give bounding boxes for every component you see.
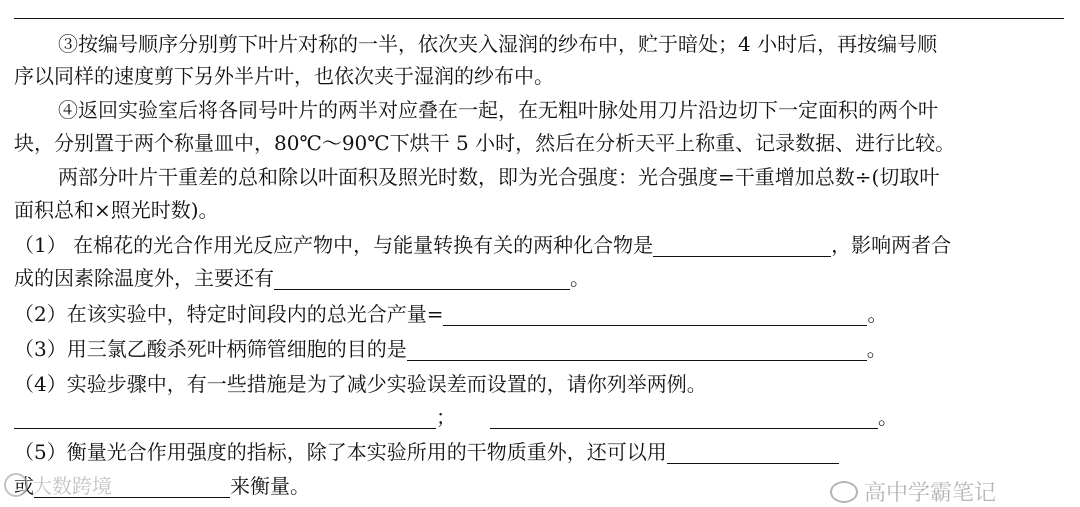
question-3-text: （3）用三氯乙酸杀死叶柄筛管细胞的目的是 — [14, 337, 407, 361]
watermark-left — [4, 470, 112, 499]
question-5-end: 来衡量。 — [230, 474, 310, 498]
question-4-end: 。 — [878, 405, 898, 429]
answer-blank-3[interactable] — [407, 338, 867, 361]
question-2 — [14, 302, 887, 326]
question-1-text-2: 成的因素除温度外，主要还有 — [14, 266, 274, 290]
watermark-left-text: 大数跨境 — [32, 474, 112, 498]
watermark-right-text: 高中学霸笔记 — [864, 481, 997, 506]
answer-blank-1b[interactable] — [274, 267, 570, 290]
answer-blank-4a[interactable] — [14, 406, 436, 429]
question-3 — [14, 337, 887, 361]
question-2-text: （2）在该实验中，特定时间段内的总光合产量= — [14, 302, 444, 326]
question-1-end: 。 — [570, 266, 590, 290]
answer-blank-5a[interactable] — [667, 441, 839, 464]
question-1-line1 — [14, 233, 951, 257]
formula-line1: 两部分叶片干重差的总和除以叶面积及照光时数，即为光合强度：光合强度=干重增加总数÷(切取叶 — [58, 165, 940, 189]
top-rule — [14, 18, 1064, 19]
question-5-or: 或 — [14, 474, 34, 498]
question-1-tail: ，影响两者合 — [831, 233, 952, 257]
step3-line2: 序以同样的速度剪下另外半片叶，也依次夹于湿润的纱布中。 — [14, 64, 554, 88]
step3-line1: ③按编号顺序分别剪下叶片对称的一半，依次夹入湿润的纱布中，贮于暗处；4 小时后，再按编号顺 — [58, 32, 938, 56]
answer-blank-4b[interactable] — [490, 406, 878, 429]
answer-blank-2[interactable] — [443, 303, 867, 326]
question-3-end: 。 — [866, 337, 887, 361]
question-5-text: （5）衡量光合作用强度的指标，除了本实验所用的干物质重外，还可以用 — [14, 440, 667, 464]
question-4-answers — [14, 405, 898, 429]
step4-line1: ④返回实验室后将各同号叶片的两半对应叠在一起，在无粗叶脉处用刀片沿边切下一定面积的两个叶 — [58, 98, 938, 122]
formula-line2: 面积总和×照光时数)。 — [14, 198, 219, 222]
question-1-line2 — [14, 266, 590, 290]
step4-line2: 块，分别置于两个称量皿中，80℃～90℃下烘干 5 小时，然后在分析天平上称重、记录数据、进行比较。 — [14, 131, 956, 155]
question-1-text: （1） 在棉花的光合作用光反应产物中，与能量转换有关的两种化合物是 — [14, 233, 654, 257]
watermark-right — [830, 476, 996, 507]
watermark-logo-icon — [4, 473, 28, 497]
question-4-separator: ； — [436, 405, 456, 429]
question-5-line1 — [14, 440, 839, 464]
question-2-end: 。 — [867, 302, 888, 326]
question-4: （4）实验步骤中，有一些措施是为了减少实验误差而设置的，请你列举两例。 — [14, 372, 707, 396]
wechat-icon — [830, 481, 858, 503]
answer-blank-1a[interactable] — [653, 234, 831, 257]
